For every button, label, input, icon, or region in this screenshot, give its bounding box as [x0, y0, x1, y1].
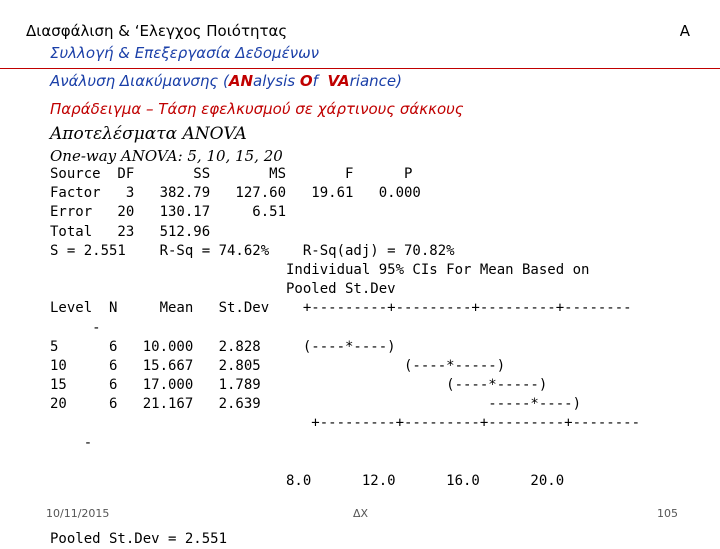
footer-page-number: 105 [657, 507, 678, 520]
subtitle-part: alysis [253, 72, 300, 90]
anova-output-line: 20 6 21.167 2.639 -----*----) [50, 396, 582, 413]
results-heading: Αποτελέσματα ANOVA [50, 124, 247, 144]
anova-output-line: S = 2.551 R-Sq = 74.62% R-Sq(adj) = 70.82% [50, 242, 455, 259]
anova-output-line: 15 6 17.000 1.789 (----*-----) [50, 377, 548, 394]
example-heading: Παράδειγμα – Τάση εφελκυσμού σε χάρτινους σάκκους [50, 100, 464, 118]
anova-output-line: - [50, 319, 101, 336]
anova-output-line: Pooled St.Dev [50, 281, 396, 298]
footer-date: 10/11/2015 [46, 507, 110, 520]
oneway-heading: One-way ANOVA: 5, 10, 15, 20 [50, 147, 283, 165]
subtitle-line-2 [50, 72, 402, 90]
subtitle-part: riance) [349, 72, 403, 90]
anova-output-line: 8.0 12.0 16.0 20.0 [50, 473, 565, 489]
subtitle-part: f [312, 72, 328, 90]
anova-output-line: Level N Mean St.Dev +---------+---------+---------+-------- [50, 300, 632, 317]
anova-output-line [50, 453, 640, 472]
anova-output-line: +---------+---------+---------+-------- [50, 415, 641, 432]
header-divider [0, 68, 720, 69]
anova-output-line: Error 20 130.17 6.51 [50, 204, 287, 221]
anova-output-line: - [50, 434, 93, 451]
anova-output-line [50, 510, 640, 529]
slide-title: Διασφάλιση & ‘Ελεγχος Ποιότητας [26, 22, 288, 40]
slide-letter: A [679, 22, 690, 40]
anova-output-line: 10 6 15.667 2.805 (----*-----) [50, 357, 506, 374]
subtitle-highlight: AN [228, 72, 254, 90]
anova-output-line: Pooled St.Dev = 2.551 [50, 530, 228, 547]
anova-output-line [50, 491, 640, 510]
subtitle-line-1: Συλλογή & Επεξεργασία Δεδομένων [50, 44, 320, 62]
anova-output-line: 5 6 10.000 2.828 (----*----) [50, 338, 396, 355]
footer-author: ΔΧ [353, 507, 369, 520]
anova-output-line: Total 23 512.96 [50, 223, 211, 240]
subtitle-highlight: O [299, 72, 313, 90]
anova-output-line: Individual 95% CIs For Mean Based on [50, 261, 590, 278]
anova-output [50, 165, 640, 549]
subtitle-highlight: VA [327, 72, 350, 90]
subtitle-part: Ανάλυση Διακύμανσης ( [50, 72, 229, 90]
anova-output-line: Factor 3 382.79 127.60 19.61 0.000 [50, 185, 421, 202]
anova-output-line: Source DF SS MS F P [50, 166, 413, 182]
